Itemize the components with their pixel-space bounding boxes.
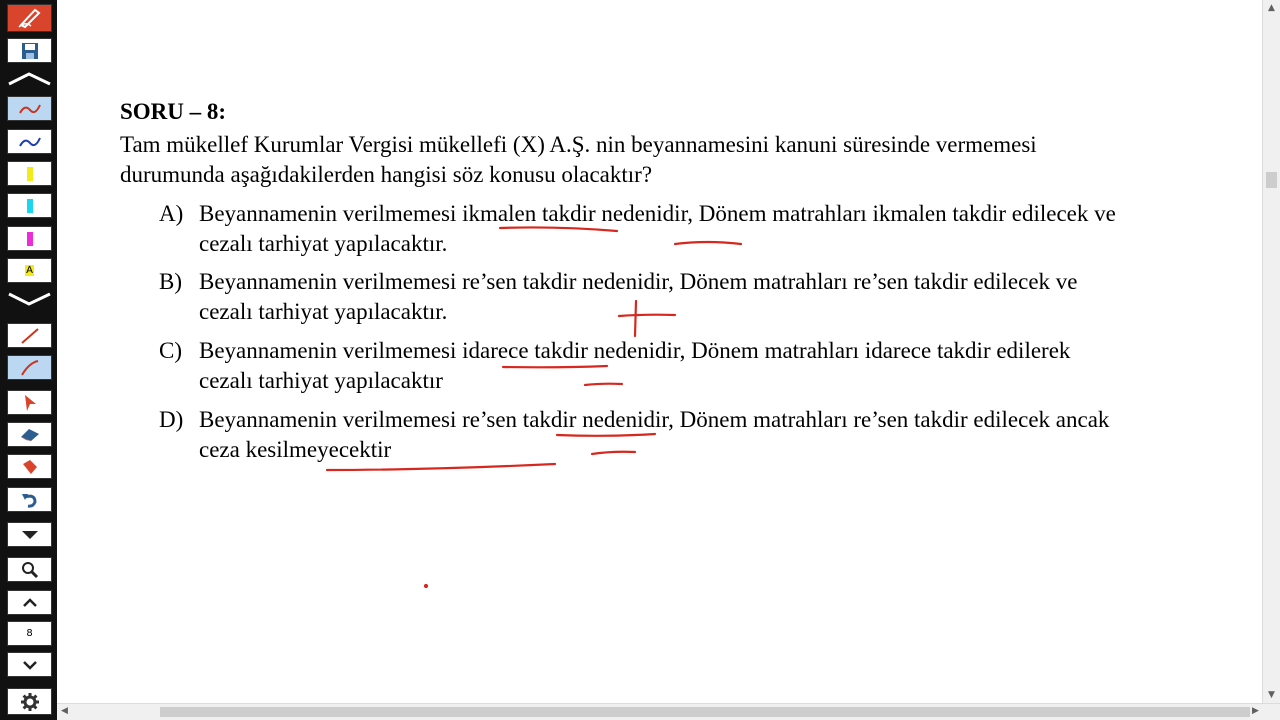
option-text: Beyannamenin verilmemesi re’sen takdir nedenidir, Dönem matrahları re’sen takdir edilecek ancak ceza kesilmeyecektir: [199, 407, 1110, 462]
scroll-up-arrow-icon[interactable]: ▲: [1268, 3, 1275, 13]
annotation-toolbar: [0, 0, 57, 720]
scroll-down-arrow-icon[interactable]: ▼: [1268, 690, 1275, 700]
yellow-highlighter-icon[interactable]: [7, 161, 52, 186]
undo-icon[interactable]: [7, 487, 52, 512]
page-down-icon[interactable]: [7, 652, 52, 677]
scroll-right-arrow-icon[interactable]: ▶: [1252, 706, 1259, 716]
magenta-highlighter-icon[interactable]: [7, 226, 52, 251]
option-letter: C): [159, 338, 182, 363]
cyan-highlighter-icon[interactable]: [7, 193, 52, 218]
vertical-scroll-thumb[interactable]: [1266, 172, 1277, 188]
curve-tool-icon[interactable]: [7, 355, 52, 380]
gear-icon[interactable]: [7, 688, 52, 715]
option-letter: B): [159, 269, 182, 294]
question-text: Tam mükellef Kurumlar Vergisi mükellefi (X) A.Ş. nin beyannamesini kanuni süresinde vermemesi durumunda aşağıdakilerden hangisi söz konusu olacaktır?: [120, 132, 1037, 187]
pointer-icon[interactable]: [7, 390, 52, 415]
collapse-up-icon[interactable]: [7, 72, 52, 86]
line-tool-icon[interactable]: [7, 323, 52, 348]
zoom-icon[interactable]: [7, 557, 52, 582]
page-up-icon[interactable]: [7, 590, 52, 615]
option-text: Beyannamenin verilmemesi idarece takdir nedenidir, Dönem matrahları idarece takdir edilerek cezalı tarhiyat yapılacaktır: [199, 338, 1071, 393]
option-text: Beyannamenin verilmemesi ikmalen takdir nedenidir, Dönem matrahları ikmalen takdir edilecek ve cezalı tarhiyat yapılacaktır.: [199, 201, 1116, 256]
dropdown-icon[interactable]: [7, 522, 52, 547]
blue-pen-icon[interactable]: [7, 129, 52, 154]
red-pen-icon[interactable]: [7, 96, 52, 121]
scroll-left-arrow-icon[interactable]: ◀: [61, 706, 68, 716]
document-page: [57, 0, 1262, 703]
vertical-scrollbar[interactable]: [1262, 0, 1280, 703]
text-highlighter-icon[interactable]: A: [7, 258, 52, 283]
eraser-icon[interactable]: [7, 422, 52, 447]
option-letter: D): [159, 407, 184, 432]
option-text: Beyannamenin verilmemesi re’sen takdir nedenidir, Dönem matrahları re’sen takdir edilecek ve cezalı tarhiyat yapılacaktır.: [199, 269, 1078, 324]
page-number-field[interactable]: 8: [7, 621, 52, 646]
save-icon[interactable]: [7, 38, 52, 63]
option-letter: A): [159, 201, 184, 226]
clear-icon[interactable]: [7, 454, 52, 479]
horizontal-scrollbar[interactable]: [57, 703, 1280, 720]
question-title: SORU – 8:: [120, 99, 227, 124]
ink-dot: [425, 585, 427, 587]
horizontal-scroll-thumb[interactable]: [160, 707, 1250, 717]
pen-logo-icon[interactable]: [7, 4, 52, 32]
collapse-down-icon[interactable]: [7, 292, 52, 306]
